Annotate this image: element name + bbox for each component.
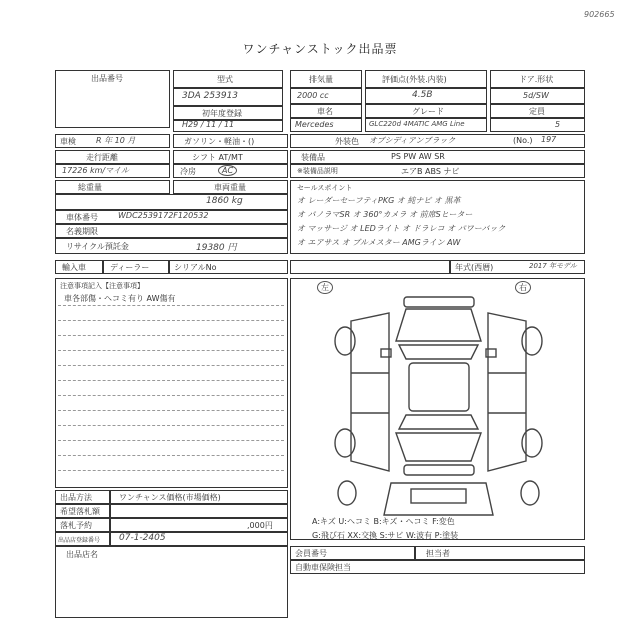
equipment-cell: [290, 150, 585, 164]
first-reg-label: 初年度登録: [202, 109, 242, 118]
hood: [396, 309, 481, 341]
inspection-value: R 年 10 月: [96, 136, 136, 145]
model-value: 3DA 253913: [182, 91, 239, 101]
maker-label: 車名: [317, 107, 333, 116]
windshield: [399, 345, 478, 359]
equipment2-cell: [290, 164, 585, 178]
rear-view-outline: [384, 483, 493, 515]
sales-point-line: オ レーダーセーフティPKG オ 純ナビ オ 黒革: [297, 196, 461, 205]
staff-label: 担当者: [426, 549, 450, 558]
left-side-panel: [351, 313, 389, 471]
score-value: 4.5B: [412, 90, 433, 100]
notes-rule: [58, 425, 284, 426]
legend-line: A:キズ U:ヘコミ B:キズ・ヘコミ F:変色: [312, 517, 455, 526]
recycle-label: リサイクル預託金: [66, 242, 129, 251]
member-no-cell: [290, 546, 415, 560]
vehicle-weight-label-cell: [173, 180, 288, 194]
front-bumper: [404, 297, 474, 307]
notes-rule: [58, 395, 284, 396]
doors-label: ドア.形状: [519, 75, 554, 84]
rear-window: [399, 415, 478, 429]
capacity-label-cell: [490, 104, 585, 118]
model-year-label: 年式(西暦): [455, 263, 494, 272]
serial-label: シリアルNo: [174, 263, 217, 272]
sales-points-box: [290, 180, 585, 254]
grade-value: GLC220d 4MATIC AMG Line: [369, 120, 465, 128]
import-label-cell: [55, 260, 103, 274]
method-value: ワンチャンス価格(市場価格): [119, 493, 221, 502]
vehicle-weight-label: 車両重量: [214, 183, 246, 192]
car-outline-diagram: [311, 293, 566, 518]
damage-legend: [290, 514, 585, 544]
front-left-wheel: [335, 327, 355, 355]
first-reg-label-cell: [173, 106, 283, 120]
start-price-suffix: ,000円: [247, 521, 273, 530]
diagram-left-label: 左: [317, 281, 333, 294]
weight-label: 総重量: [78, 183, 102, 192]
equipment2-value: エアB ABS ナビ: [401, 167, 460, 176]
capacity-value-cell: [490, 118, 585, 132]
recycle-value: 19380 円: [196, 243, 237, 253]
start-price-label: 落札予約: [60, 521, 92, 530]
rear-view-glass: [411, 489, 466, 503]
color-no-label: (No.): [513, 136, 533, 145]
vehicle-weight-value: 1860 kg: [206, 196, 243, 206]
vehicle-weight-value-cell: [55, 194, 288, 210]
lot-number-label: 出品番号: [91, 74, 123, 83]
capacity-label: 定員: [529, 107, 545, 116]
start-label-cell: [55, 518, 110, 532]
rear-right-wheel: [522, 429, 542, 457]
notes-rule: [58, 365, 284, 366]
desired-label-cell: [55, 504, 110, 518]
right-side-panel: [488, 313, 526, 471]
diagram-right-label: 右: [515, 281, 531, 294]
recycle-cell: [55, 238, 288, 254]
insurance-cell: [290, 560, 585, 574]
displacement-value: 2000 cc: [297, 91, 329, 100]
notes-rule: [58, 410, 284, 411]
shift-cell: [173, 150, 288, 164]
inspection-label: 車検: [60, 137, 76, 146]
maker-value-cell: [290, 118, 362, 132]
rear-left-wheel: [335, 429, 355, 457]
insurance-label: 自動車保険担当: [295, 563, 351, 572]
score-value-cell: [365, 88, 487, 104]
displacement-value-cell: [290, 88, 362, 104]
color-value: オブシディアンブラック: [369, 136, 456, 145]
score-label-cell: [365, 70, 487, 88]
ac-cell: [173, 164, 288, 178]
equipment-note-label: ※装備品説明: [297, 167, 338, 175]
notes-rule: [58, 470, 284, 471]
store-name-box: [55, 546, 288, 618]
chassis-label: 車体番号: [66, 213, 98, 222]
grade-label-cell: [365, 104, 487, 118]
desired-price-label: 希望落札額: [60, 507, 100, 516]
notes-rule: [58, 305, 284, 306]
model-label-cell: [173, 70, 283, 88]
chassis-cell: [55, 210, 288, 224]
reg-label-cell: [55, 532, 110, 546]
first-reg-value: H29 / 11 / 11: [182, 120, 235, 129]
grade-label: グレード: [412, 107, 444, 116]
mileage-label: 走行距離: [86, 153, 118, 162]
rear-bumper: [404, 465, 474, 475]
doors-value-cell: [490, 88, 585, 104]
color-no-value: 197: [541, 135, 557, 144]
model-label: 型式: [217, 75, 233, 84]
ac-value-circled: AC: [218, 165, 237, 176]
method-value-cell: [110, 490, 288, 504]
fuel-value: ガソリン・軽油・(): [184, 137, 255, 146]
store-reg-label: 出品店登録番号: [58, 537, 101, 544]
fuel-cell: [173, 134, 288, 148]
legend-line: G:飛び石 XX:交換 S:サビ W:波有 P:塗装: [312, 531, 459, 540]
member-no-label: 会員番号: [295, 549, 327, 558]
color-cell: [290, 134, 585, 148]
notes-rule: [58, 320, 284, 321]
equipment-label: 装備品: [301, 153, 325, 162]
store-reg-value-cell: [110, 532, 288, 546]
inspection-cell: [55, 134, 170, 148]
doors-value: 5d/SW: [523, 91, 549, 100]
form-title: ワンチャンストック出品票: [242, 42, 398, 56]
notes-rule: [58, 335, 284, 336]
maker-value: Mercedes: [295, 120, 334, 129]
notes-rule: [58, 350, 284, 351]
method-label-cell: [55, 490, 110, 504]
dealer-cell: [103, 260, 169, 274]
damage-diagram-box: [290, 278, 585, 540]
color-label: 外装色: [335, 137, 359, 146]
notes-first-line: 車各部傷・ヘコミ有り AW傷有: [64, 294, 176, 303]
dealer-label: ディーラー: [110, 263, 150, 272]
grade-value-cell: [365, 118, 487, 132]
equipment-value: PS PW AW SR: [391, 152, 445, 161]
notes-rule: [58, 440, 284, 441]
model-year-value: 2017 年モデル: [529, 262, 577, 270]
score-label: 評価点(外装.内装): [382, 75, 447, 84]
method-label: 出品方法: [60, 493, 92, 502]
import-label: 輸入車: [62, 263, 86, 272]
lot-number-cell: [55, 70, 170, 128]
displacement-label: 排気量: [309, 75, 333, 84]
store-name-label: 出品店名: [66, 550, 98, 559]
first-reg-value-cell: [173, 120, 283, 132]
capacity-value: 5: [555, 120, 561, 129]
mileage-value: 17226 km/マイル: [62, 166, 129, 175]
spare-wheel-right: [521, 481, 539, 505]
ac-label: 冷房: [180, 167, 196, 176]
ownership-label: 名義期限: [66, 227, 98, 236]
sales-point-line: オ パノラマSR オ 360°カメラ オ 前席Sヒーター: [297, 210, 473, 219]
staff-cell: [415, 546, 585, 560]
roof: [409, 363, 469, 411]
model-value-cell: [173, 88, 283, 106]
notes-rule: [58, 380, 284, 381]
start-price-field[interactable]: [110, 518, 288, 532]
serial-cell: [169, 260, 288, 274]
sales-point-line: オ エアサス オ ブルメスター AMGライン AW: [297, 238, 461, 247]
sales-points-label: セールスポイント: [297, 184, 353, 192]
doors-label-cell: [490, 70, 585, 88]
chassis-value: WDC2539172F120532: [118, 211, 209, 220]
trunk: [396, 433, 481, 461]
notes-box: [55, 278, 288, 488]
import-blank-cell: [290, 260, 450, 274]
ownership-cell: [55, 224, 288, 238]
desired-price-field[interactable]: [110, 504, 288, 518]
front-right-wheel: [522, 327, 542, 355]
weight-label-cell: [55, 180, 170, 194]
shift-value: シフト AT/MT: [192, 153, 243, 162]
spare-wheel-left: [338, 481, 356, 505]
maker-label-cell: [290, 104, 362, 118]
handwritten-stamp-number: 902665: [584, 10, 615, 19]
mileage-label-cell: [55, 150, 170, 164]
model-year-cell: [450, 260, 585, 274]
mileage-value-cell: [55, 164, 170, 178]
notes-label: 注意事項記入【注意事項】: [60, 282, 144, 290]
displacement-label-cell: [290, 70, 362, 88]
sales-point-line: オ マッサージ オ LEDライト オ ドラレコ オ パワーバック: [297, 224, 506, 233]
notes-rule: [58, 455, 284, 456]
store-reg-value: 07-1-2405: [119, 533, 166, 543]
